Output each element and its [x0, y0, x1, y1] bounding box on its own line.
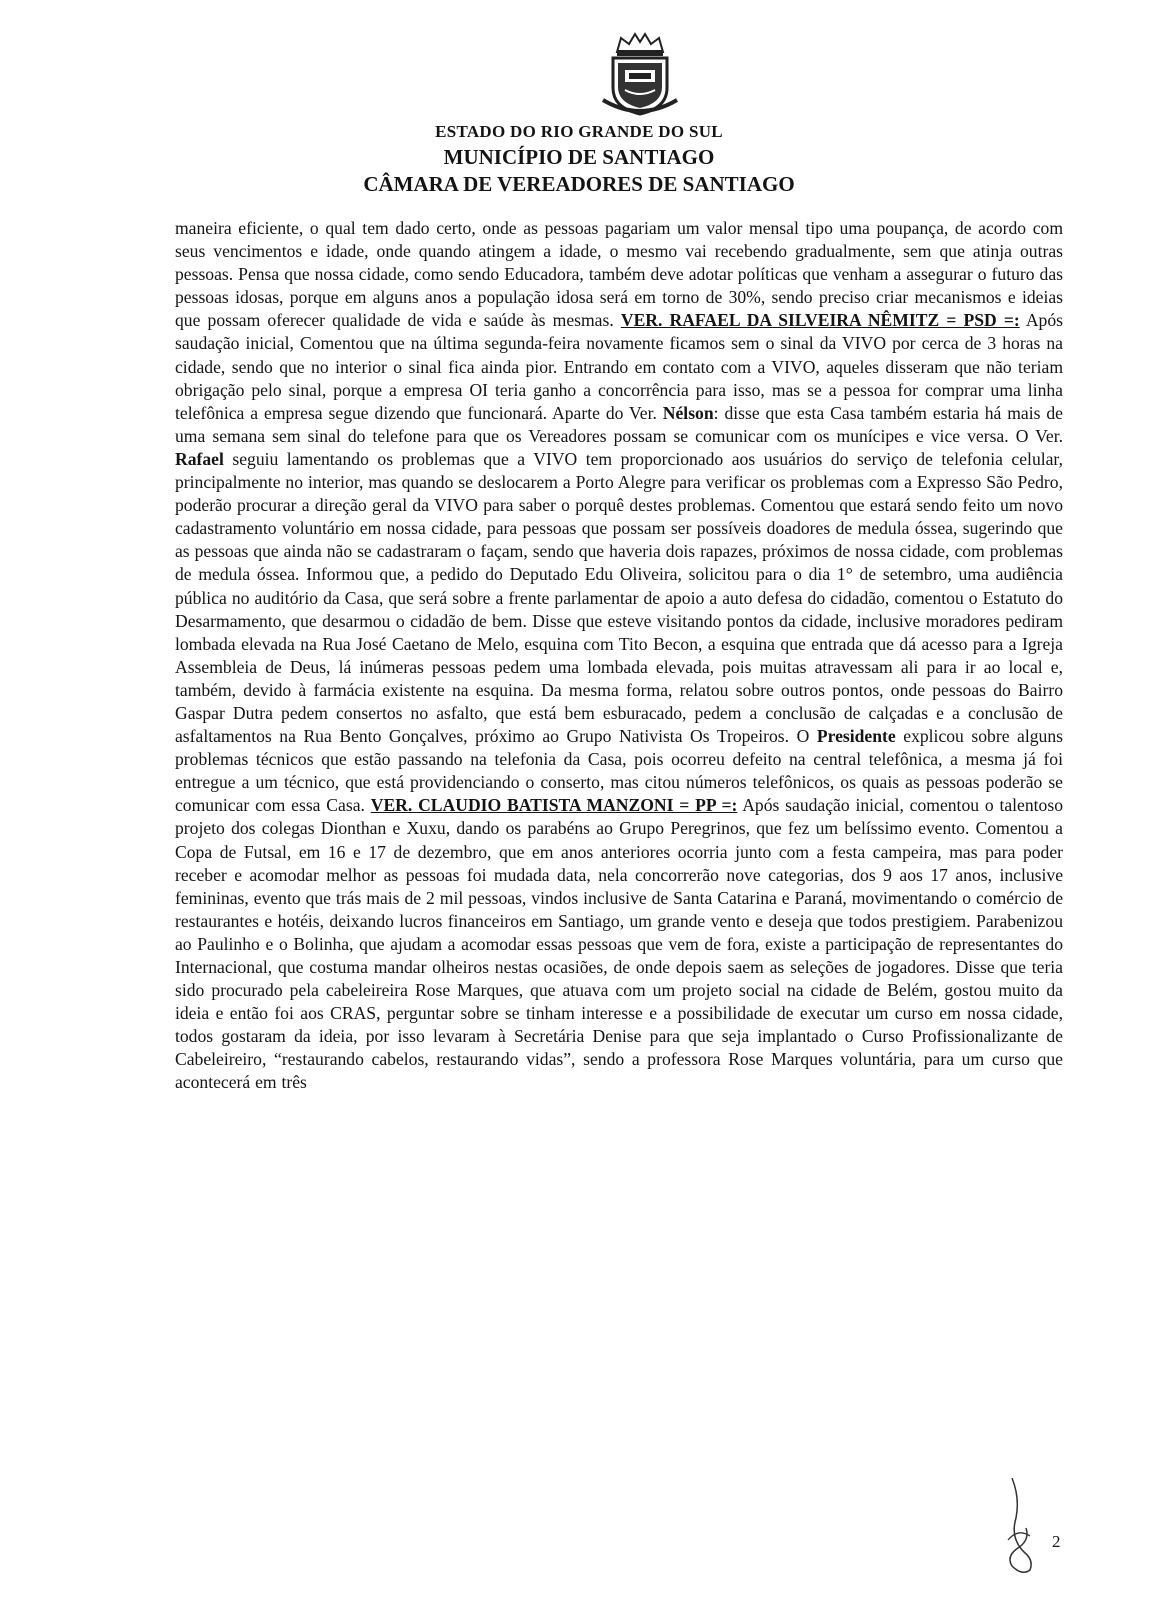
municipal-coat-of-arms — [595, 30, 685, 118]
minutes-text-segment: : disse que esta Casa também estaria há mais de uma semana sem sinal do telefone para que os Vereadores possam se comunicar com os munícipes e vice versa. O Ver. — [175, 402, 1063, 446]
speaker-name-presidente: Presidente — [816, 726, 896, 747]
minutes-body — [175, 217, 1063, 1095]
speaker-name-nelson: Nélson — [662, 402, 714, 423]
page-number: 2 — [1052, 1532, 1061, 1551]
speaker-heading-claudio: VER. CLAUDIO BATISTA MANZONI = PP =: — [370, 795, 738, 816]
state-heading: ESTADO DO RIO GRANDE DO SUL — [435, 122, 723, 141]
speaker-heading-rafael: VER. RAFAEL DA SILVEIRA NÊMITZ = PSD =: — [620, 310, 1020, 331]
minutes-text-segment: Após saudação inicial, comentou o talentoso projeto dos colegas Dionthan e Xuxu, dando os parabéns ao Grupo Peregrinos, que fez um belíssimo evento. Comentou a Copa de Futsal, em 16 e 17 de dezembro, que em anos anteriores ocorria junto com a festa campeira, mas para poder receber e acomodar melhor as pessoas foi mudada data, nela concorrerão nove categorias, dos 9 aos 17 anos, inclusive femininas, evento que trás mais de 2 mil pessoas, vindos inclusive de Santa Catarina e Paraná, movimentando o comércio de restaurantes e hotéis, deixando lucros financeiros em Santiago, um grande vento e deseja que todos prestigiem. Parabenizou ao Paulinho e o Bolinha, que ajudam a acomodar essas pessoas que vem de fora, existe a participação de representantes do Internacional, que costuma mandar olheiros nestas ocasiões, de onde depois saem as seleções de jogadores. Disse que teria sido procurado pela cabeleireira Rose Marques, que atuava com um projeto social na cidade de Belém, gostou muito da ideia e então foi aos CRAS, perguntar sobre se tinham interesse e a possibilidade de executar um curso em nossa cidade, todos gostaram da ideia, por isso levaram à Secretária Denise para que seja implantado o Curso Profissionalizante de Cabeleireiro, “restaurando cabelos, restaurando vidas”, sendo a professora Rose Marques voluntária, para um curso que acontecerá em três — [175, 795, 1063, 1093]
speaker-name-rafael: Rafael — [175, 448, 224, 469]
handwritten-initials — [1000, 1478, 1060, 1578]
minutes-text-segment: explicou sobre alguns problemas técnicos que estão passando na telefonia da Casa, pois ocorreu defeito na central telefônica, a mesma já foi entregue a um técnico, que está providenciando o conserto, mas citou números telefônicos, os quais as pessoas poderão se comunicar com essa Casa. — [175, 726, 1063, 816]
chamber-heading: CÂMARA DE VEREADORES DE SANTIAGO — [363, 172, 795, 196]
minutes-text-segment: maneira eficiente, o qual tem dado certo, onde as pessoas pagariam um valor mensal tipo uma poupança, de acordo com seus vencimentos e idade, onde quando atingem a idade, o mesmo vai recebendo gradualmente, sem que atinja outras pessoas. Pensa que nossa cidade, como sendo Educadora, também deve adotar políticas que venham a assegurar o futuro das pessoas idosas, porque em alguns anos a população idosa será em torno de 30%, sendo preciso criar mecanismos e ideias que possam oferecer qualidade de vida e saúde às mesmas. — [175, 218, 1063, 331]
minutes-text-segment: Após saudação inicial, Comentou que na última segunda-feira novamente ficamos sem o sinal da VIVO por cerca de 3 horas na cidade, sendo que no interior o sinal fica ainda pior. Entrando em contato com a VIVO, aqueles disseram que não teriam obrigação pelo sinal, porque a empresa OI teria ganho a concorrência para isso, mas se a pessoa for comprar uma linha telefônica a empresa segue dizendo que funcionará. Aparte do Ver. — [175, 310, 1063, 423]
municipality-heading: MUNICÍPIO DE SANTIAGO — [443, 145, 715, 169]
minutes-text-segment: seguiu lamentando os problemas que a VIVO tem proporcionado aos usuários do serviço de telefonia celular, principalmente no interior, mas quando se deslocarem a Porto Alegre para verificar os problemas com a Expresso São Pedro, poderão procurar a direção geral da VIVO para saber o porquê destes problemas. Comentou que estará sendo feito um novo cadastramento voluntário em nossa cidade, para pessoas que possam ser possíveis doadores de medula óssea, sugerindo que as pessoas que ainda não se cadastraram o façam, sendo que haveria dois rapazes, próximos de nossa cidade, com problemas de medula óssea. Informou que, a pedido do Deputado Edu Oliveira, solicitou para o dia 1° de setembro, uma audiência pública no auditório da Casa, que será sobre a frente parlamentar de apoio a auto defesa do cidadão, comentou o Estatuto do Desarmamento, que desarmou o cidadão de bem. Disse que esteve visitando pontos da cidade, inclusive moradores pediram lombada elevada na Rua José Caetano de Melo, esquina com Tito Becon, a esquina que entrada que dá acesso para a Igreja Assembleia de Deus, lá inúmeras pessoas pedem uma lombada elevada, pois muitas atravessam ali para ir ao local e, também, devido à farmácia existente na esquina. Da mesma forma, relatou sobre outros pontos, onde pessoas do Bairro Gaspar Dutra pedem consertos no asfalto, que está bem esburacado, pedem a conclusão de calçadas e a conclusão de asfaltamentos na Rua Bento Gonçalves, próximo ao Grupo Nativista Os Tropeiros. O — [175, 448, 1063, 747]
